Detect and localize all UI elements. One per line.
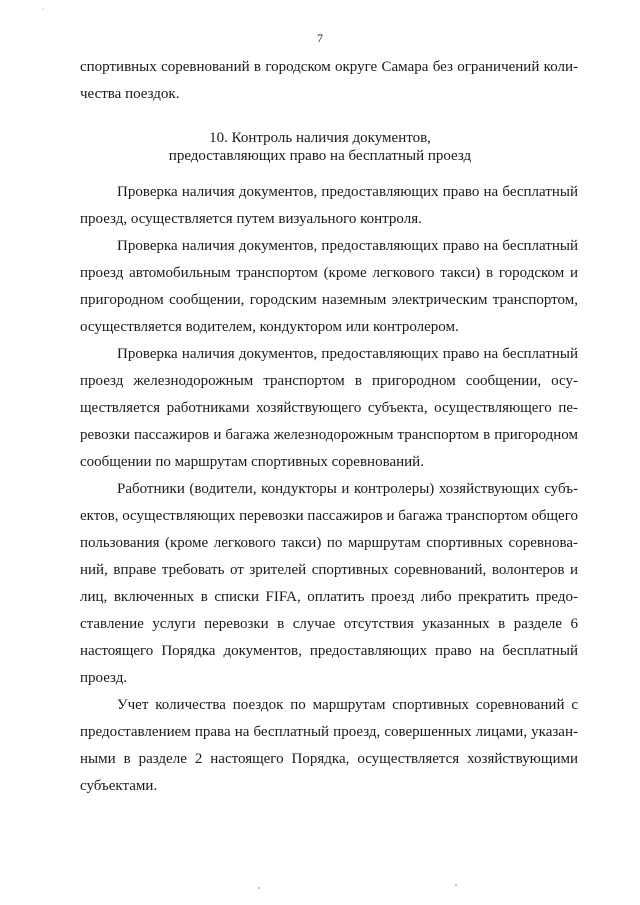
paragraph-line: проезд, осуществляется путем визуального контроля. (80, 211, 422, 227)
paragraph-line: Работники (водители, кондукторы и контролеры) хозяйствующих субъ- (117, 481, 578, 497)
paragraph-line: ектов, осуществляющих перевозки пассажиров и багажа транспортом общего (80, 508, 578, 524)
paragraph-line: ревозки пассажиров и багажа железнодорожным транспортом в пригородном (80, 427, 578, 443)
scan-speck (258, 887, 260, 889)
paragraph-line: ний, вправе требовать от зрителей спортивных соревнований, волонтеров и (80, 562, 578, 578)
section-heading-line: 10. Контроль наличия документов, (209, 130, 431, 146)
paragraph-line: ными в разделе 2 настоящего Порядка, осуществляется хозяйствующими (80, 751, 578, 767)
paragraph-line: пользования (кроме легкового такси) по маршрутам спортивных соревнова- (80, 535, 578, 551)
paragraph-line: пригородном сообщении, городским наземным электрическим транспортом, (80, 292, 578, 308)
paragraph-line: Проверка наличия документов, предоставляющих право на бесплатный (117, 184, 578, 200)
paragraph-line: ществляется работниками хозяйствующего субъекта, осуществляющего пе- (80, 400, 578, 416)
section-heading-line: предоставляющих право на бесплатный проезд (168, 148, 472, 164)
paragraph-line: ставление услуги перевозки в случае отсутствия указанных в разделе 6 (80, 616, 578, 632)
paragraph-line: Проверка наличия документов, предоставляющих право на бесплатный (117, 346, 578, 362)
intro-line: спортивных соревнований в городском округе Самара без ограничений коли- (80, 59, 578, 75)
corner-scan-mark: · (42, 5, 45, 14)
paragraph-line: предоставлением права на бесплатный проезд, совершенных лицами, указан- (80, 724, 578, 740)
paragraph-line: проезд железнодорожным транспортом в пригородном сообщении, осу- (80, 373, 578, 389)
paragraph-line: проезд. (80, 670, 128, 686)
paragraph-line: Учет количества поездок по маршрутам спортивных соревнований с (117, 697, 578, 713)
paragraph-line: лиц, включенных в списки FIFA, оплатить проезд либо прекратить предо- (80, 589, 578, 605)
paragraph-line: осуществляется водителем, кондуктором или контролером. (80, 319, 459, 335)
intro-line: чества поездок. (80, 86, 180, 102)
page-number: 7 (317, 31, 323, 45)
scan-speck (455, 884, 457, 886)
paragraph-line: проезд автомобильным транспортом (кроме легкового такси) в городском и (80, 265, 578, 281)
paragraph-line: настоящего Порядка документов, предоставляющих право на бесплатный (80, 643, 578, 659)
paragraph-line: Проверка наличия документов, предоставляющих право на бесплатный (117, 238, 578, 254)
paragraph-line: субъектами. (80, 778, 158, 794)
paragraph-line: сообщении по маршрутам спортивных соревнований. (80, 454, 424, 470)
